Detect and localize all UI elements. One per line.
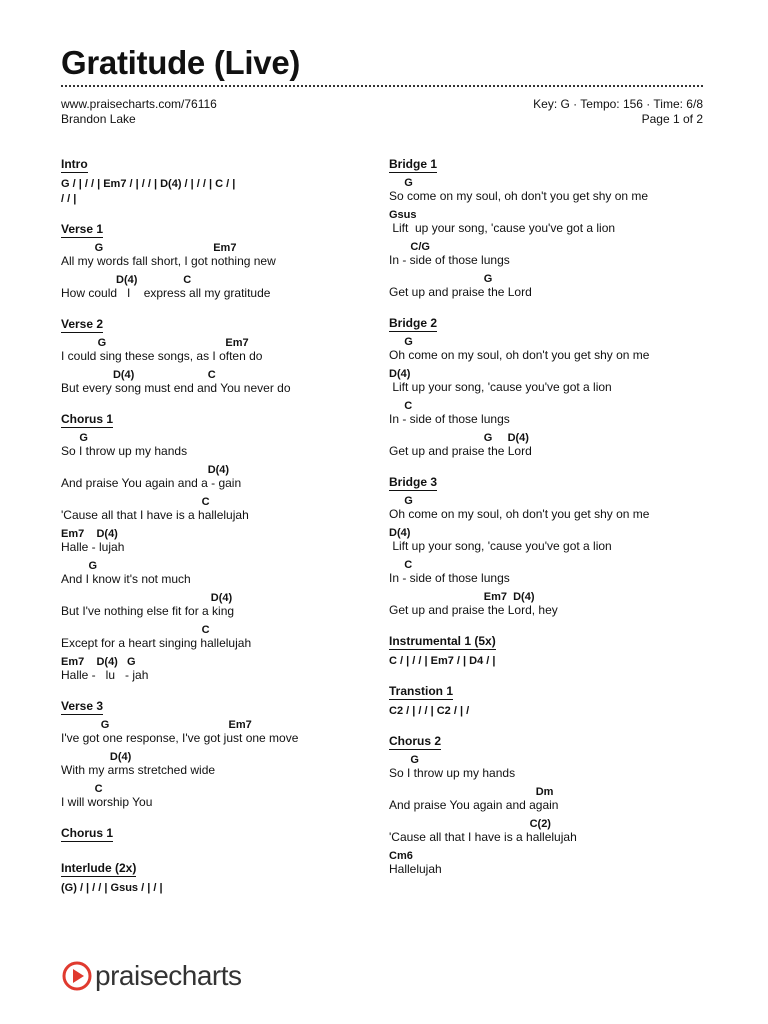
section-chorus-2 [389, 732, 699, 878]
section-title: Instrumental 1 (5x) [389, 634, 496, 648]
section-interlude [61, 859, 371, 896]
chord-line: C [61, 496, 210, 508]
chord-line: G [389, 177, 413, 189]
chord-line: D(4) [61, 751, 132, 763]
lyric-line: So I throw up my hands [61, 444, 188, 458]
left-column [61, 155, 371, 909]
section-title: Verse 3 [61, 699, 104, 713]
lyric-line: I will worship You [61, 795, 153, 809]
chord-line: D(4) C [61, 274, 192, 286]
lyric-line: But I've nothing else fit for a king [61, 604, 235, 618]
chord-line: G [389, 273, 493, 285]
artist-name: Brandon Lake [61, 112, 136, 126]
lyric-line: Get up and praise the Lord [389, 285, 532, 299]
praisecharts-logo[interactable] [62, 960, 242, 992]
section-title: Bridge 1 [389, 157, 438, 171]
chord-line: D(4) [61, 464, 230, 476]
section-title: Chorus 2 [389, 734, 442, 748]
lyric-line: Lift up your song, 'cause you've got a lion [389, 539, 612, 553]
lyric-line: With my arms stretched wide [61, 763, 216, 777]
chord-line: G [389, 754, 419, 766]
section-title: Bridge 2 [389, 316, 438, 330]
section-verse-3 [61, 697, 371, 811]
chord-line: Em7 D(4) G [61, 656, 136, 668]
chord-line: G [61, 432, 88, 444]
section-title: Verse 1 [61, 222, 104, 236]
lyric-line: Except for a heart singing hallelujah [61, 636, 252, 650]
chord-line: (G) / | / / | Gsus / | / | [61, 882, 163, 894]
chord-line: G [389, 336, 413, 348]
section-title: Interlude (2x) [61, 861, 137, 875]
chord-line: G D(4) [389, 432, 529, 444]
lyric-line: So I throw up my hands [389, 766, 516, 780]
section-title: Chorus 1 [61, 412, 114, 426]
chord-line: Cm6 [389, 850, 413, 862]
chord-line: G Em7 [61, 719, 252, 731]
chord-line: D(4) [61, 592, 233, 604]
section-chorus-1-repeat [61, 824, 371, 846]
lyric-line: In - side of those lungs [389, 253, 510, 267]
section-bridge-2 [389, 314, 699, 460]
right-column [389, 155, 699, 891]
lyric-line: And praise You again and a - gain [61, 476, 242, 490]
chord-line: C2 / | / / | C2 / | / [389, 705, 470, 717]
lyric-line: And praise You again and again [389, 798, 559, 812]
lyric-line: All my words fall short, I got nothing new [61, 254, 276, 268]
section-bridge-3 [389, 473, 699, 619]
chord-line: Em7 D(4) [61, 528, 118, 540]
page-indicator: Page 1 of 2 [641, 112, 703, 126]
lyric-line: In - side of those lungs [389, 571, 510, 585]
chord-line: D(4) [389, 368, 411, 380]
brand-name: praisecharts [95, 960, 242, 991]
chord-line: / / | [61, 193, 77, 205]
lyric-line: Lift up your song, 'cause you've got a lion [389, 221, 616, 235]
lyric-line: Halle - lu - jah [61, 668, 149, 682]
lyric-line: Get up and praise the Lord [389, 444, 532, 458]
chord-line: G [389, 495, 413, 507]
chord-line: C / | / / | Em7 / | D4 / | [389, 655, 496, 667]
chord-line: Gsus [389, 209, 417, 221]
lyric-line: Lift up your song, 'cause you've got a lion [389, 380, 612, 394]
chord-line: C [61, 783, 103, 795]
lyric-line: 'Cause all that I have is a hallelujah [61, 508, 249, 522]
song-meta: Key: G · Tempo: 156 · Time: 6/8 [533, 97, 703, 111]
lyric-line: Get up and praise the Lord, hey [389, 603, 558, 617]
chord-line: G [61, 560, 98, 572]
section-title: Verse 2 [61, 317, 104, 331]
chord-line: G / | / / | Em7 / | / / | D(4) / | / / | C / | [61, 178, 236, 190]
lyric-line: 'Cause all that I have is a hallelujah [389, 830, 577, 844]
lyric-line: But every song must end and You never do [61, 381, 291, 395]
lyric-line: And I know it's not much [61, 572, 191, 586]
lyric-line: Oh come on my soul, oh don't you get shy on me [389, 348, 650, 362]
lyric-line: Hallelujah [389, 862, 442, 876]
section-transition-1 [389, 682, 699, 719]
lyric-line: I've got one response, I've got just one move [61, 731, 299, 745]
chord-line: G Em7 [61, 242, 237, 254]
section-instrumental-1 [389, 632, 699, 669]
chord-line: C [389, 400, 413, 412]
lyric-line: In - side of those lungs [389, 412, 510, 426]
chord-line: C [389, 559, 413, 571]
lyric-line: Oh come on my soul, oh don't you get shy on me [389, 507, 650, 521]
chord-line: D(4) C [61, 369, 216, 381]
section-title: Chorus 1 [61, 826, 114, 840]
source-url[interactable]: www.praisecharts.com/76116 [61, 97, 217, 111]
section-intro [61, 155, 371, 207]
chord-line: C [61, 624, 210, 636]
section-chorus-1 [61, 410, 371, 684]
play-circle-icon [62, 961, 92, 991]
lyric-line: Halle - lujah [61, 540, 125, 554]
chord-line: C/G [389, 241, 430, 253]
lyric-line: So come on my soul, oh don't you get shy on me [389, 189, 649, 203]
lyric-line: How could I express all my gratitude [61, 286, 271, 300]
chord-line: D(4) [389, 527, 411, 539]
section-title: Transtion 1 [389, 684, 454, 698]
section-bridge-1 [389, 155, 699, 301]
chord-line: Dm [389, 786, 554, 798]
section-title: Intro [61, 157, 88, 171]
chord-line: Em7 D(4) [389, 591, 535, 603]
title-divider [61, 85, 703, 87]
song-title: Gratitude (Live) [61, 44, 301, 81]
chord-line: C(2) [389, 818, 551, 830]
section-verse-1 [61, 220, 371, 302]
section-verse-2 [61, 315, 371, 397]
lyric-line: I could sing these songs, as I often do [61, 349, 263, 363]
section-title: Bridge 3 [389, 475, 438, 489]
chord-line: G Em7 [61, 337, 249, 349]
